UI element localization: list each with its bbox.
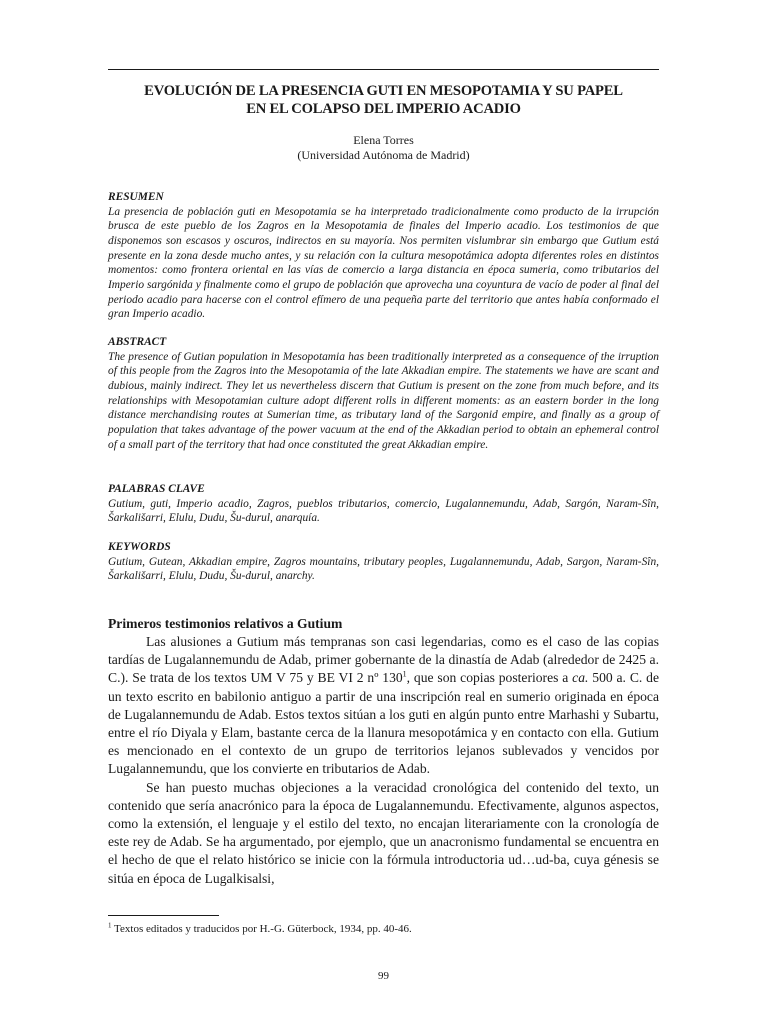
title-line-1: EVOLUCIÓN DE LA PRESENCIA GUTI EN MESOPOTAMIA Y SU PAPEL: [144, 83, 623, 99]
paragraph-1-part-c: 500 a. C. de un texto escrito en babilonio antiguo a partir de una inscripción real en sumerio originada en época de Lugalannemundu de Adab. Estos textos sitúan a los guti en algún punto entre Marhashi y Subartu, entre el río Diyala y Elam, bastante cerca de la llanura mesopotámica y en contacto con ella. Gutium es mencionado en el contexto de un grupo de territorios lejanos sublevados y vencidos por Lugalannemundu, que los convierte en tributarios de Adab.: [108, 670, 659, 777]
footnote-rule: [108, 915, 219, 916]
abstract-heading: ABSTRACT: [108, 336, 167, 348]
author-affiliation: (Universidad Autónoma de Madrid): [297, 148, 470, 162]
paragraph-2: Se han puesto muchas objeciones a la veracidad cronológica del contenido del texto, un contenido que sería anacrónico para la época de Lugalannemundu. Efectivamente, algunos aspectos, como la extensión, el lenguaje y el estilo del texto, no encajan literariamente con la cronología de este rey de Adab. Se ha argumentado, por ejemplo, que un anacronismo fundamental se encuentra en el hecho de que el relato histórico se inicie con la fórmula introductoria ud…ud-ba, cuya génesis se sitúa en época de Lugalkisalsi,: [108, 779, 659, 886]
keywords-heading: KEYWORDS: [108, 541, 171, 553]
paragraph-1: [108, 633, 659, 779]
footnote-marker: 1: [108, 921, 112, 930]
circa-abbreviation: ca.: [572, 670, 589, 686]
body-text: [108, 633, 659, 888]
author-block: [108, 133, 659, 163]
palabras-clave-heading: PALABRAS CLAVE: [108, 483, 205, 495]
page-number: 99: [378, 970, 389, 982]
abstract-text: The presence of Gutian population in Mesopotamia has been traditionally interpreted as a consequence of the irruption of this people from the Zagros into the Mesopotamia of the late Akkadian empire. The statements we have are scant and dubious, mainly indirect. They let us nevertheless discern that Gutium is present on the zone from much before, and its relationships with Mesopotamian culture adopt different rolls in different moments: as an eastern border in the long distance merchandising routes at Sumerian time, as tributary land of the Sargonid empire, and finally as a group of population that takes advantage of the power vacuum at the end of the Akkadian period to obtain an ephemeral control of a small part of the territory that had once constituted the great Akkadian empire.: [108, 350, 659, 451]
keywords-text: Gutium, Gutean, Akkadian empire, Zagros mountains, tributary peoples, Lugalannemundu, Adab, Sargon, Naram-Sîn, Šarkališarri, Elulu, Dudu, Šu-durul, anarchy.: [108, 555, 659, 583]
footnote-text: Textos editados y traducidos por H.-G. Güterbock, 1934, pp. 40-46.: [111, 923, 412, 935]
abstract-section: [108, 335, 659, 452]
palabras-clave-text: Gutium, guti, Imperio acadio, Zagros, pueblos tributarios, comercio, Lugalannemundu, Adab, Sargón, Naram-Sîn, Šarkališarri, Elulu, Dudu, Šu-durul, anarquía.: [108, 497, 659, 525]
top-rule: [108, 69, 659, 70]
resumen-heading: RESUMEN: [108, 191, 164, 203]
resumen-text: La presencia de población guti en Mesopotamia se ha interpretado tradicionalmente como producto de la irrupción brusca de este pueblo de los Zagros en la Mesopotamia de finales del Imperio acadio. Los testimonios de que disponemos son escasos y oscuros, indirectos en su mayoría. Nos permiten vislumbrar sin embargo que Gutium está presente en la zona desde mucho antes, y su relación con la cultura mesopotámica adopta diferentes roles en distintos momentos: como frontera oriental en las vías de comercio a larga distancia en época sumeria, como tributarios del Imperio sargónida y finalmente como el grupo de población que aprovecha una coyuntura de vacío de poder al final del periodo acadio para hacerse con el control efímero de una pequeña parte del territorio que antes había conformado el gran Imperio acadio.: [108, 205, 659, 321]
author-name: Elena Torres: [353, 133, 414, 147]
palabras-clave-section: [108, 482, 659, 526]
keywords-section: [108, 540, 659, 584]
resumen-section: [108, 190, 659, 322]
footnote-reference[interactable]: 1: [402, 669, 407, 679]
section-heading: Primeros testimonios relativos a Gutium: [108, 616, 343, 631]
footnote: [108, 922, 659, 936]
paragraph-1-part-b: , que son copias posteriores a: [406, 670, 573, 686]
article-title: [108, 82, 659, 118]
title-line-2: EN EL COLAPSO DEL IMPERIO ACADIO: [246, 101, 521, 117]
paragraph-1-part-a: Las alusiones a Gutium más tempranas son casi legendarias, como es el caso de las copias tardías de Lugalannemundu de Adab, primer gobernante de la dinastía de Adab (alrededor de 2425 a. C.). Se trata de los textos UM V 75 y BE VI 2 nº 130: [108, 634, 659, 686]
